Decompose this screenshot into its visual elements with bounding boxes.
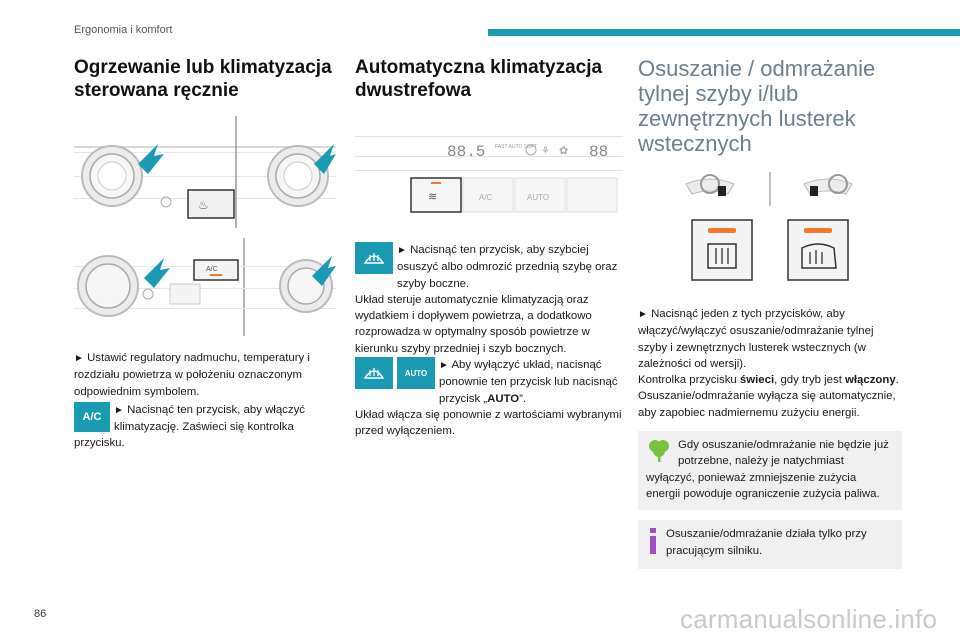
column-rear-defrost bbox=[638, 56, 902, 569]
eco-note-box bbox=[638, 431, 902, 510]
eco-leaf-icon bbox=[646, 437, 672, 468]
svg-text:♨: ♨ bbox=[198, 198, 209, 212]
ac-button-icon: A/C bbox=[74, 402, 110, 432]
panel-ac-label: A/C bbox=[206, 266, 218, 273]
panel-ac-button: A/C bbox=[479, 193, 493, 202]
info-note-text: Osuszanie/odmrażanie działa tylko przy pracującym silniku. bbox=[666, 528, 867, 557]
section-title-rear-defrost: Osuszanie / odmrażanie tylnej szyby i/lub zewnętrznych lusterek wstecznych bbox=[638, 56, 876, 156]
column-manual-climate bbox=[74, 56, 336, 452]
dual-zone-panel-illustration bbox=[355, 126, 623, 216]
manual-instruction-1: ► Ustawić regulatory nadmuchu, temperatury i rozdziału powietrza w położeniu oznaczonym odpowiednim symbolem. bbox=[74, 352, 310, 398]
header-section-label: Ergonomia i komfort bbox=[74, 24, 173, 36]
display-temp-left: 88.5 bbox=[447, 143, 486, 161]
rear-defrost-indicator-text: Kontrolka przycisku świeci, gdy tryb jest włączony. bbox=[638, 374, 899, 387]
section-title-dual-zone: Automatyczna klimatyzacja dwustrefowa bbox=[355, 57, 603, 101]
max-defrost-button-icon bbox=[355, 242, 393, 274]
rear-defrost-illustration bbox=[638, 172, 902, 292]
page-number: 86 bbox=[34, 608, 47, 620]
display-fast-soft: FAST AUTO SOFT bbox=[495, 144, 538, 150]
panel-auto-button: AUTO bbox=[527, 193, 550, 202]
info-icon bbox=[646, 526, 660, 561]
column-dual-zone bbox=[355, 56, 623, 440]
dual-zone-restart-note: Układ włącza się ponownie z wartościami wybranymi przed wyłączeniem. bbox=[355, 408, 622, 438]
rear-defrost-auto-off: Osuszanie/odmrażanie wyłącza się automatycznie, aby zapobiec nadmiernemu zużyciu energii. bbox=[638, 390, 896, 419]
header-accent-bar bbox=[488, 29, 960, 36]
watermark: carmanualsonline.info bbox=[680, 604, 938, 634]
svg-text:≋: ≋ bbox=[428, 191, 438, 203]
auto-button-icon: AUTO bbox=[397, 357, 435, 389]
rear-defrost-instruction: ► Nacisnąć jeden z tych przycisków, aby włączyć/wyłączyć osuszanie/odmrażanie tylnej szyby i zewnętrznych lusterek wstecznych (w zależności od wersji). bbox=[638, 308, 874, 370]
eco-note-text: Gdy osuszanie/odmrażanie nie będzie już potrzebne, należy je natychmiast wyłączyć, ponieważ zmniejszenie zużycia energii powoduje ograniczenie zużycia paliwa. bbox=[646, 439, 889, 500]
dual-zone-paragraph: Układ steruje automatycznie klimatyzacją oraz wydatkiem i dopływem powietrza, a dodatkowo rozprowadza w optymalny sposób powietrze w kierunku szyby przedniej i szyb bocznych. bbox=[355, 293, 592, 355]
dual-zone-instruction-1: ► Nacisnąć ten przycisk, aby szybciej osuszyć albo odmrozić przednią szybę oraz szyby boczne. bbox=[397, 244, 618, 290]
max-defrost-button-icon-2 bbox=[355, 357, 393, 389]
dual-zone-instruction-2: ► Aby wyłączyć układ, nacisnąć ponownie ten przycisk lub nacisnąć przycisk „AUTO”. bbox=[439, 359, 618, 405]
manual-controls-illustration bbox=[74, 116, 336, 336]
display-temp-right: 88 bbox=[589, 143, 609, 161]
section-title-manual: Ogrzewanie lub klimatyzacja sterowana ręcznie bbox=[74, 57, 332, 101]
svg-text:✿: ✿ bbox=[559, 145, 569, 157]
svg-text:⚘: ⚘ bbox=[541, 146, 550, 157]
info-note-box bbox=[638, 520, 902, 569]
manual-instruction-2: ► Nacisnąć ten przycisk, aby włączyć klimatyzację. Zaświeci się kontrolka przycisku. bbox=[74, 403, 305, 450]
